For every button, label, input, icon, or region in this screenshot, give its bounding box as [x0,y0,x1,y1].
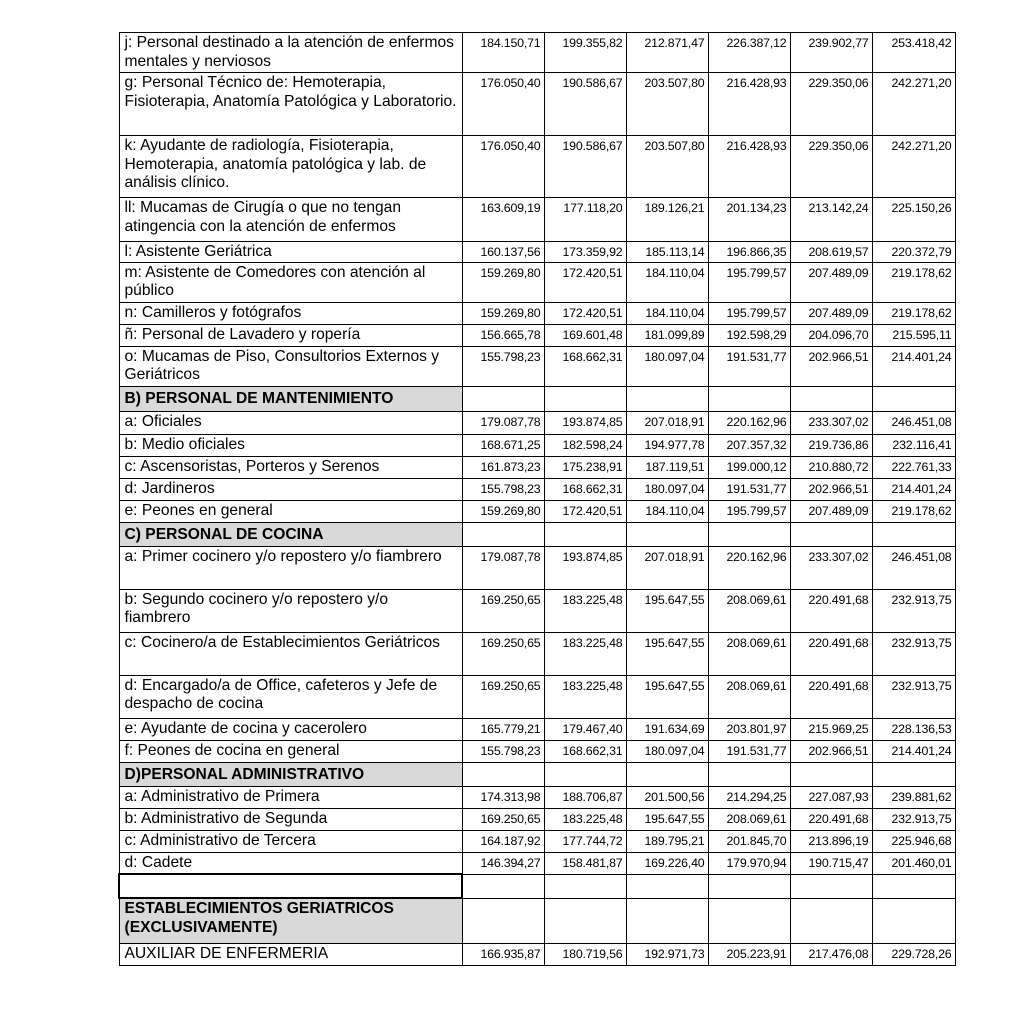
value-cell: 177.744,72 [544,830,626,852]
table-row [119,136,955,198]
value-cell: 191.634,69 [626,718,708,740]
value-cell: 216.428,93 [708,136,790,198]
value-cell: 207.489,09 [790,262,872,302]
value-cell [544,874,626,898]
value-cell: 214.401,24 [872,478,955,500]
value-cell: 163.609,19 [462,198,544,242]
table-row [119,346,955,386]
value-cell: 172.420,51 [544,262,626,302]
value-cell: 158.481,87 [544,852,626,874]
salary-scale-table [118,32,956,966]
category-cell: d: Cadete [119,852,462,874]
value-cell: 181.099,89 [626,324,708,346]
value-cell [708,874,790,898]
table-row [119,262,955,302]
value-cell: 166.935,87 [462,943,544,965]
section-title: B) PERSONAL DE MANTENIMIENTO [119,386,462,411]
value-cell: 208.069,61 [708,589,790,632]
spacer-row [119,874,955,898]
value-cell: 220.162,96 [708,546,790,589]
value-cell [790,874,872,898]
value-cell: 176.050,40 [462,73,544,136]
table-row [119,632,955,675]
value-cell [544,386,626,411]
category-cell: b: Medio oficiales [119,434,462,456]
value-cell: 180.097,04 [626,478,708,500]
value-cell: 195.799,57 [708,302,790,324]
value-cell: 226.387,12 [708,33,790,73]
value-cell: 246.451,08 [872,546,955,589]
value-cell: 203.801,97 [708,718,790,740]
value-cell: 176.050,40 [462,136,544,198]
value-cell: 201.845,70 [708,830,790,852]
value-cell: 180.719,56 [544,943,626,965]
value-cell: 201.134,23 [708,198,790,242]
value-cell: 189.795,21 [626,830,708,852]
value-cell: 199.355,82 [544,33,626,73]
value-cell: 214.294,25 [708,786,790,808]
value-cell [790,762,872,786]
value-cell: 202.966,51 [790,478,872,500]
value-cell: 191.531,77 [708,478,790,500]
category-cell: AUXILIAR DE ENFERMERIA [119,943,462,965]
value-cell [626,386,708,411]
table-row [119,324,955,346]
category-cell: d: Encargado/a de Office, cafeteros y Jefe de despacho de cocina [119,675,462,718]
section-header-row [119,762,955,786]
value-cell [462,386,544,411]
value-cell [626,898,708,943]
value-cell [708,522,790,546]
value-cell [626,522,708,546]
value-cell [462,762,544,786]
value-cell: 195.647,55 [626,632,708,675]
value-cell: 159.269,80 [462,302,544,324]
value-cell [790,898,872,943]
value-cell: 220.491,68 [790,675,872,718]
table-row [119,33,955,73]
value-cell: 242.271,20 [872,136,955,198]
value-cell: 155.798,23 [462,478,544,500]
value-cell: 215.969,25 [790,718,872,740]
value-cell: 168.662,31 [544,346,626,386]
table-row [119,478,955,500]
category-cell: b: Administrativo de Segunda [119,808,462,830]
value-cell: 169.250,65 [462,808,544,830]
table-row [119,73,955,136]
value-cell: 159.269,80 [462,262,544,302]
value-cell: 205.223,91 [708,943,790,965]
category-cell: d: Jardineros [119,478,462,500]
value-cell: 169.250,65 [462,632,544,675]
value-cell: 156.665,78 [462,324,544,346]
value-cell [708,386,790,411]
geriatric-section-header-row [119,898,955,943]
category-cell: g: Personal Técnico de: Hemoterapia, Fisioterapia, Anatomía Patológica y Laboratorio. [119,73,462,136]
value-cell: 201.460,01 [872,852,955,874]
category-cell: a: Primer cocinero y/o repostero y/o fiambrero [119,546,462,589]
value-cell: 160.137,56 [462,242,544,263]
value-cell: 180.097,04 [626,740,708,762]
section-title: C) PERSONAL DE COCINA [119,522,462,546]
value-cell: 177.118,20 [544,198,626,242]
category-cell: k: Ayudante de radiología, Fisioterapia, Hemoterapia, anatomía patológica y lab. de análisis clínico. [119,136,462,198]
table-row [119,830,955,852]
value-cell: 185.113,14 [626,242,708,263]
value-cell: 212.871,47 [626,33,708,73]
value-cell: 220.491,68 [790,632,872,675]
table-row [119,740,955,762]
category-cell: m: Asistente de Comedores con atención al público [119,262,462,302]
value-cell: 182.598,24 [544,434,626,456]
value-cell: 164.187,92 [462,830,544,852]
value-cell: 217.476,08 [790,943,872,965]
value-cell: 253.418,42 [872,33,955,73]
value-cell: 188.706,87 [544,786,626,808]
value-cell: 195.799,57 [708,500,790,522]
value-cell: 208.069,61 [708,675,790,718]
value-cell: 220.372,79 [872,242,955,263]
value-cell [626,762,708,786]
value-cell: 191.531,77 [708,346,790,386]
section-title: ESTABLECIMIENTOS GERIATRICOS (EXCLUSIVAMENTE) [119,898,462,943]
value-cell: 242.271,20 [872,73,955,136]
value-cell: 214.401,24 [872,740,955,762]
value-cell: 225.150,26 [872,198,955,242]
table-row [119,242,955,263]
category-cell: e: Ayudante de cocina y cacerolero [119,718,462,740]
value-cell: 215.595,11 [872,324,955,346]
value-cell: 161.873,23 [462,456,544,478]
value-cell: 183.225,48 [544,808,626,830]
value-cell: 232.913,75 [872,589,955,632]
category-cell: ll: Mucamas de Cirugía o que no tengan atingencia con la atención de enfermos [119,198,462,242]
value-cell [872,386,955,411]
salary-scale-table-page [118,32,954,966]
value-cell [544,522,626,546]
value-cell: 219.736,86 [790,434,872,456]
value-cell: 165.779,21 [462,718,544,740]
value-cell: 169.226,40 [626,852,708,874]
category-cell: j: Personal destinado a la atención de enfermos mentales y nerviosos [119,33,462,73]
value-cell: 239.881,62 [872,786,955,808]
value-cell [708,898,790,943]
value-cell: 207.018,91 [626,546,708,589]
value-cell: 169.250,65 [462,589,544,632]
value-cell [462,898,544,943]
category-cell: ñ: Personal de Lavadero y ropería [119,324,462,346]
value-cell: 208.619,57 [790,242,872,263]
value-cell: 184.110,04 [626,262,708,302]
category-cell: c: Cocinero/a de Establecimientos Geriátricos [119,632,462,675]
value-cell: 179.087,78 [462,546,544,589]
table-row [119,808,955,830]
value-cell [544,762,626,786]
value-cell: 175.238,91 [544,456,626,478]
value-cell: 203.507,80 [626,73,708,136]
value-cell: 192.971,73 [626,943,708,965]
table-row [119,198,955,242]
value-cell: 201.500,56 [626,786,708,808]
value-cell: 194.977,78 [626,434,708,456]
value-cell: 232.913,75 [872,632,955,675]
value-cell: 146.394,27 [462,852,544,874]
table-row [119,302,955,324]
value-cell [462,522,544,546]
value-cell [872,522,955,546]
table-row [119,456,955,478]
value-cell: 232.913,75 [872,808,955,830]
value-cell: 208.069,61 [708,632,790,675]
value-cell [790,522,872,546]
value-cell [544,898,626,943]
value-cell: 169.601,48 [544,324,626,346]
value-cell: 189.126,21 [626,198,708,242]
value-cell: 184.150,71 [462,33,544,73]
value-cell: 195.647,55 [626,675,708,718]
value-cell [790,386,872,411]
value-cell: 233.307,02 [790,546,872,589]
value-cell: 179.467,40 [544,718,626,740]
value-cell: 207.489,09 [790,500,872,522]
value-cell: 202.966,51 [790,346,872,386]
value-cell: 187.119,51 [626,456,708,478]
value-cell: 192.598,29 [708,324,790,346]
value-cell: 155.798,23 [462,346,544,386]
value-cell [872,762,955,786]
category-cell: b: Segundo cocinero y/o repostero y/o fiambrero [119,589,462,632]
value-cell: 190.586,67 [544,136,626,198]
value-cell: 183.225,48 [544,632,626,675]
value-cell: 204.096,70 [790,324,872,346]
value-cell: 180.097,04 [626,346,708,386]
value-cell: 168.662,31 [544,740,626,762]
value-cell: 228.136,53 [872,718,955,740]
value-cell: 227.087,93 [790,786,872,808]
value-cell: 172.420,51 [544,302,626,324]
value-cell: 195.647,55 [626,808,708,830]
value-cell: 169.250,65 [462,675,544,718]
value-cell: 229.350,06 [790,136,872,198]
category-cell: o: Mucamas de Piso, Consultorios Externos y Geriátricos [119,346,462,386]
section-header-row [119,386,955,411]
value-cell: 222.761,33 [872,456,955,478]
value-cell: 196.866,35 [708,242,790,263]
value-cell: 213.142,24 [790,198,872,242]
value-cell: 202.966,51 [790,740,872,762]
value-cell: 173.359,92 [544,242,626,263]
value-cell: 179.087,78 [462,411,544,434]
value-cell: 207.489,09 [790,302,872,324]
value-cell: 216.428,93 [708,73,790,136]
value-cell: 220.162,96 [708,411,790,434]
category-cell: f: Peones de cocina en general [119,740,462,762]
table-row [119,434,955,456]
value-cell: 219.178,62 [872,500,955,522]
value-cell: 190.586,67 [544,73,626,136]
value-cell: 213.896,19 [790,830,872,852]
value-cell: 184.110,04 [626,500,708,522]
category-cell: a: Oficiales [119,411,462,434]
category-cell: l: Asistente Geriátrica [119,242,462,263]
value-cell: 232.913,75 [872,675,955,718]
value-cell: 214.401,24 [872,346,955,386]
category-cell: c: Ascensoristas, Porteros y Serenos [119,456,462,478]
value-cell: 207.357,32 [708,434,790,456]
value-cell: 168.671,25 [462,434,544,456]
value-cell: 220.491,68 [790,589,872,632]
value-cell: 229.728,26 [872,943,955,965]
value-cell: 174.313,98 [462,786,544,808]
table-row [119,546,955,589]
table-row [119,589,955,632]
section-title [119,874,462,898]
value-cell: 199.000,12 [708,456,790,478]
table-row [119,852,955,874]
value-cell: 184.110,04 [626,302,708,324]
value-cell [872,898,955,943]
value-cell: 246.451,08 [872,411,955,434]
value-cell: 208.069,61 [708,808,790,830]
table-body [119,33,955,966]
table-row [119,786,955,808]
value-cell: 183.225,48 [544,589,626,632]
value-cell: 195.799,57 [708,262,790,302]
table-row [119,718,955,740]
table-row [119,943,955,965]
table-row [119,411,955,434]
value-cell [872,874,955,898]
section-title: D)PERSONAL ADMINISTRATIVO [119,762,462,786]
value-cell [626,874,708,898]
value-cell: 232.116,41 [872,434,955,456]
category-cell: c: Administrativo de Tercera [119,830,462,852]
value-cell: 219.178,62 [872,302,955,324]
value-cell: 195.647,55 [626,589,708,632]
category-cell: n: Camilleros y fotógrafos [119,302,462,324]
value-cell: 207.018,91 [626,411,708,434]
value-cell: 239.902,77 [790,33,872,73]
value-cell: 233.307,02 [790,411,872,434]
value-cell: 203.507,80 [626,136,708,198]
value-cell: 191.531,77 [708,740,790,762]
value-cell: 229.350,06 [790,73,872,136]
value-cell: 190.715,47 [790,852,872,874]
value-cell: 168.662,31 [544,478,626,500]
value-cell: 183.225,48 [544,675,626,718]
value-cell: 219.178,62 [872,262,955,302]
value-cell: 220.491,68 [790,808,872,830]
value-cell [708,762,790,786]
section-header-row [119,522,955,546]
value-cell: 193.874,85 [544,411,626,434]
value-cell: 179.970,94 [708,852,790,874]
value-cell: 172.420,51 [544,500,626,522]
category-cell: a: Administrativo de Primera [119,786,462,808]
value-cell: 159.269,80 [462,500,544,522]
value-cell: 155.798,23 [462,740,544,762]
value-cell: 193.874,85 [544,546,626,589]
table-row [119,500,955,522]
value-cell [462,874,544,898]
category-cell: e: Peones en general [119,500,462,522]
value-cell: 225.946,68 [872,830,955,852]
value-cell: 210.880,72 [790,456,872,478]
table-row [119,675,955,718]
